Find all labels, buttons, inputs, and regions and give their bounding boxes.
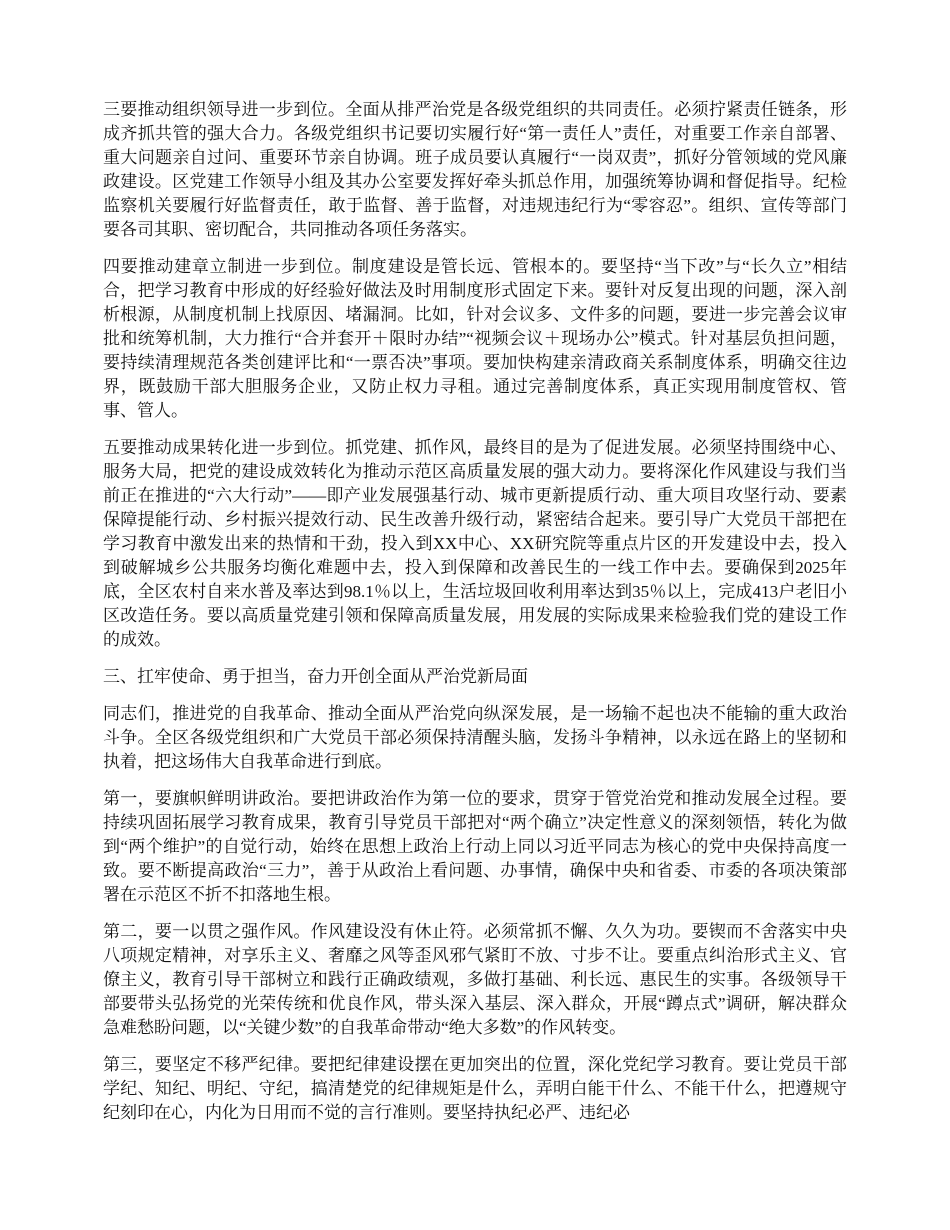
paragraph: 五要推动成果转化进一步到位。抓党建、抓作风，最终目的是为了促进发展。必须坚持围绕中心、服务大局，把党的建设成效转化为推动示范区高质量发展的强大动力。要将深化作风建设与我们当前正在推进的“六大行动”——即产业发展强基行动、城市更新提质行动、重大项目攻坚行动、要素保障提能行动、乡村振兴提效行动、民生改善升级行动，紧密结合起来。要引导广大党员干部把在学习教育中激发出来的热情和干劲，投入到XX中心、XX研究院等重点片区的开发建设中去，投入到破解城乡公共服务均衡化难题中去，投入到保障和改善民生的一线工作中去。要确保到2025年底，全区农村自来水普及率达到98.1％以上，生活垃圾回收利用率达到35％以上，完成413户老旧小区改造任务。要以高质量党建引领和保障高质量发展，用发展的实际成果来检验我们党的建设工作的成效。 <box>103 438 847 649</box>
paragraph: 第二，要一以贯之强作风。作风建设没有休止符。必须常抓不懈、久久为功。要锲而不舍落实中央八项规定精神，对享乐主义、奢靡之风等歪风邪气紧盯不放、寸步不让。要重点纠治形式主义、官僚主义，教育引导干部树立和践行正确政绩观，多做打基础、利长远、惠民生的实事。各级领导干部要带头弘扬党的光荣传统和优良作风，带头深入基层、深入群众，开展“蹲点式”调研，解决群众急难愁盼问题，以“关键少数”的自我革命带动“绝大多数”的作风转变。 <box>103 922 847 1037</box>
paragraph: 同志们，推进党的自我革命、推动全面从严治党向纵深发展，是一场输不起也决不能输的重大政治斗争。全区各级党组织和广大党员干部必须保持清醒头脑，发扬斗争精神，以永远在路上的坚韧和执着，把这场伟大自我革命进行到底。 <box>103 704 847 771</box>
paragraph: 四要推动建章立制进一步到位。制度建设是管长远、管根本的。要坚持“当下改”与“长久立”相结合，把学习教育中形成的好经验好做法及时用制度形式固定下来。要针对反复出现的问题，深入剖析根源，从制度机制上找原因、堵漏洞。比如，针对会议多、文件多的问题，要进一步完善会议审批和统筹机制，大力推行“合并套开＋限时办结”“视频会议＋现场办公”模式。针对基层负担问题，要持续清理规范各类创建评比和“一票否决”事项。要加快构建亲清政商关系制度体系，明确交往边界，既鼓励干部大胆服务企业，又防止权力寻租。通过完善制度体系，真正实现用制度管权、管事、管人。 <box>103 257 847 420</box>
paragraph: 三要推动组织领导进一步到位。全面从排严治党是各级党组织的共同责任。必须拧紧责任链条，形成齐抓共管的强大合力。各级党组织书记要切实履行好“第一责任人”责任，对重要工作亲自部署、重大问题亲自过问、重要环节亲自协调。班子成员要认真履行“一岗双责”，抓好分管领域的党风廉政建设。区党建工作领导小组及其办公室要发挥好牵头抓总作用，加强统筹协调和督促指导。纪检监察机关要履行好监督责任，敢于监督、善于监督，对违规违纪行为“零容忍”。组织、宣传等部门要各司其职、密切配合，共同推动各项任务落实。 <box>103 100 847 239</box>
paragraph: 第一，要旗帜鲜明讲政治。要把讲政治作为第一位的要求，贯穿于管党治党和推动发展全过程。要持续巩固拓展学习教育成果，教育引导党员干部把对“两个确立”决定性意义的深刻领悟，转化为做到“两个维护”的自觉行动，始终在思想上政治上行动上同以习近平同志为核心的党中央保持高度一致。要不断提高政治“三力”，善于从政治上看问题、办事情，确保中央和省委、市委的各项决策部署在示范区不折不扣落地生根。 <box>103 789 847 904</box>
paragraph: 第三，要坚定不移严纪律。要把纪律建设摆在更加突出的位置，深化党纪学习教育。要让党员干部学纪、知纪、明纪、守纪，搞清楚党的纪律规矩是什么，弄明白能干什么、不能干什么，把遵规守纪刻印在心，内化为日用而不觉的言行准则。要坚持执纪必严、违纪必 <box>103 1055 847 1122</box>
section-heading: 三、扛牢使命、勇于担当，奋力开创全面从严治党新局面 <box>103 667 528 686</box>
